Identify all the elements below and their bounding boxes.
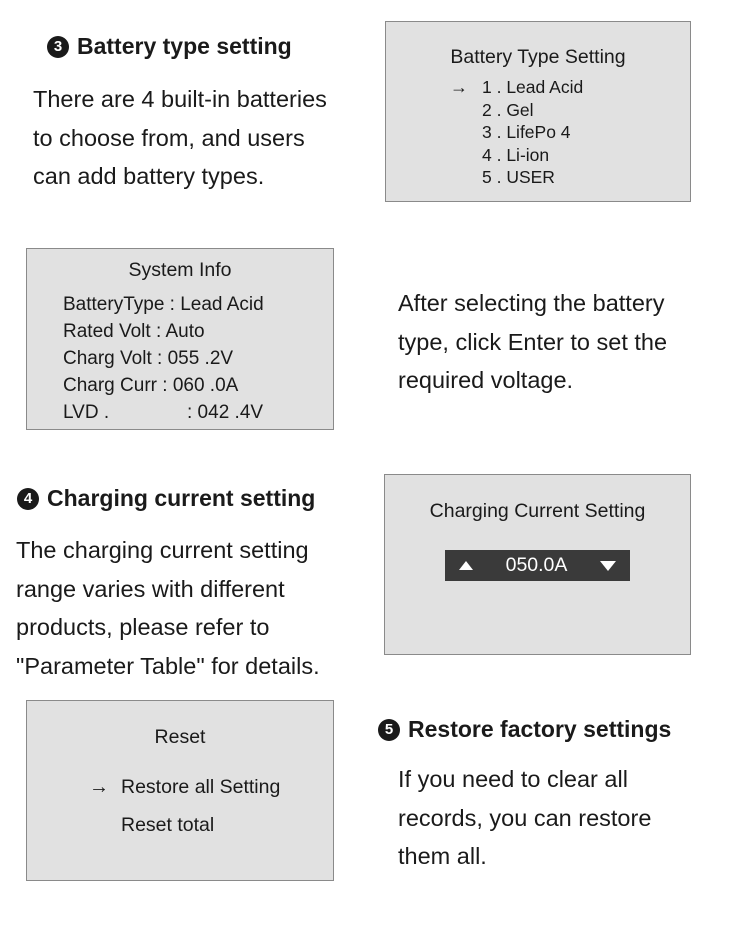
- section-3-title: Battery type setting: [77, 33, 292, 59]
- info-value: : 055 .2V: [157, 348, 234, 369]
- reset-menu: [89, 768, 280, 844]
- system-info-panel: [26, 248, 334, 430]
- info-value: : Auto: [155, 321, 205, 342]
- info-row: [63, 399, 264, 426]
- number-badge-5: 5: [378, 719, 400, 741]
- info-label: Charg Curr: [63, 375, 157, 396]
- system-info-title: System Info: [128, 259, 232, 281]
- description-line: If you need to clear all: [398, 766, 628, 792]
- right-arrow-icon: →: [89, 776, 109, 798]
- triangle-up-icon[interactable]: [459, 561, 473, 570]
- section-5-title: Restore factory settings: [408, 716, 672, 742]
- description-line: records, you can restore: [398, 804, 652, 831]
- battery-type-menu: [450, 76, 583, 189]
- menu-item-label: 1 . Lead Acid: [482, 77, 584, 97]
- charging-current-stepper[interactable]: [445, 550, 630, 581]
- menu-item-label: Restore all Setting: [121, 776, 281, 798]
- description-line: required voltage.: [398, 367, 574, 393]
- info-row: [63, 372, 264, 399]
- info-row: [63, 318, 264, 345]
- system-info-list: [63, 291, 264, 426]
- charging-current-panel: [384, 474, 691, 655]
- info-row: [63, 291, 264, 318]
- description-line: type, click Enter to set the: [398, 328, 668, 355]
- description-line: can add battery types.: [33, 163, 265, 189]
- description-line: After selecting the battery: [398, 290, 665, 316]
- section-3-heading: [47, 33, 292, 60]
- description-line: range varies with different: [16, 575, 285, 602]
- description-line: The charging current setting: [16, 537, 309, 563]
- number-badge-4: 4: [17, 488, 39, 510]
- menu-item[interactable]: [450, 121, 583, 144]
- section-5-description: [398, 760, 651, 876]
- section-4-description: [16, 531, 320, 685]
- section-4-title: Charging current setting: [47, 485, 316, 511]
- menu-item[interactable]: [450, 166, 583, 189]
- info-value: : 042 .4V: [187, 402, 264, 423]
- description-line: to choose from, and users: [33, 124, 305, 151]
- triangle-down-icon[interactable]: [600, 561, 616, 571]
- after-select-description: [398, 284, 667, 400]
- menu-item[interactable]: [89, 806, 280, 844]
- right-arrow-icon: →: [450, 77, 468, 97]
- section-4-heading: [17, 485, 315, 512]
- info-value: : Lead Acid: [169, 294, 264, 315]
- menu-item-label: 4 . Li-ion: [482, 144, 550, 165]
- battery-type-panel-title: Battery Type Setting: [450, 46, 626, 68]
- battery-type-panel: [385, 21, 691, 202]
- charging-current-title: Charging Current Setting: [429, 500, 646, 522]
- menu-item-label: 5 . USER: [482, 167, 555, 187]
- description-line: There are 4 built-in batteries: [33, 86, 327, 112]
- info-row: [63, 345, 264, 372]
- description-line: products, please refer to: [16, 614, 270, 640]
- info-label: Charg Volt: [63, 348, 152, 369]
- charging-current-value: 050.0A: [505, 554, 568, 576]
- menu-item-label: 2 . Gel: [482, 99, 534, 120]
- info-label: LVD .: [63, 402, 110, 423]
- menu-item[interactable]: [450, 76, 583, 99]
- menu-item-label: Reset total: [121, 814, 215, 836]
- reset-panel-title: Reset: [154, 726, 206, 748]
- info-label: Rated Volt: [63, 321, 151, 342]
- description-line: "Parameter Table" for details.: [16, 652, 320, 679]
- info-value: : 060 .0A: [162, 375, 239, 396]
- section-5-heading: [378, 716, 671, 743]
- section-3-description: [33, 80, 327, 196]
- reset-panel: [26, 700, 334, 881]
- menu-item[interactable]: [450, 144, 583, 167]
- description-line: them all.: [398, 843, 487, 869]
- menu-item[interactable]: [450, 99, 583, 122]
- number-badge-3: 3: [47, 36, 69, 58]
- menu-item-label: 3 . LifePo 4: [482, 122, 571, 142]
- info-label: BatteryType: [63, 294, 165, 315]
- menu-item[interactable]: [89, 768, 280, 806]
